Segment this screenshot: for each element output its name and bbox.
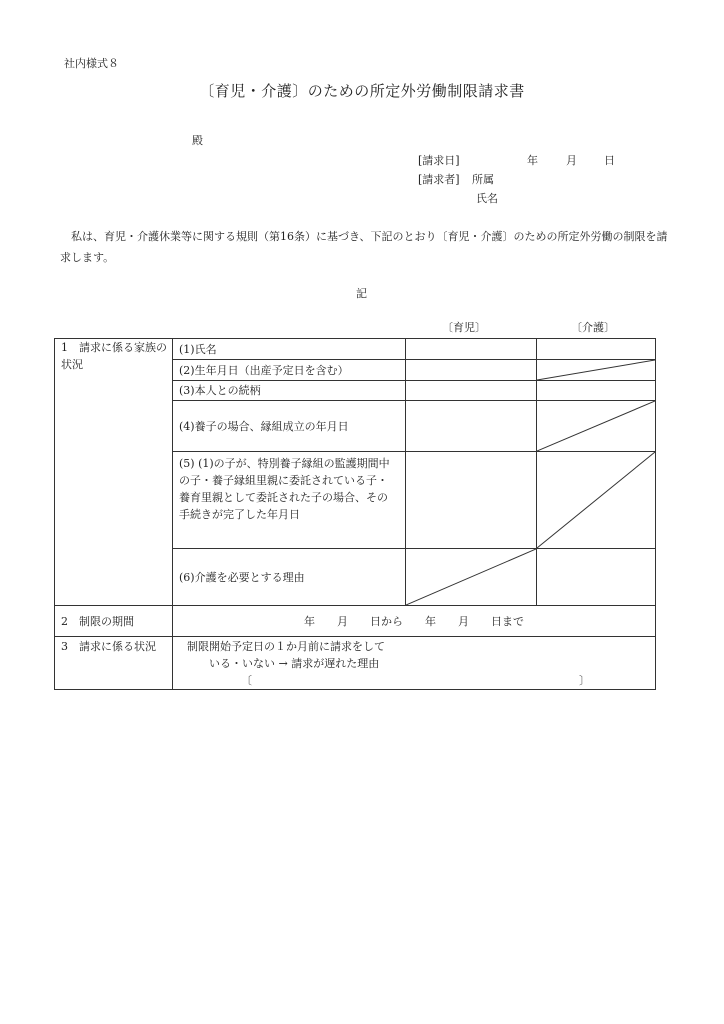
cell-kaigo-birthdate-struck (537, 360, 656, 381)
bracket-open: 〔 (241, 674, 252, 687)
request-status-line1: 制限開始予定日の１か月前に請求をして (187, 640, 385, 653)
cell-ikuji-relationship[interactable] (406, 381, 537, 401)
request-table (54, 338, 656, 690)
date-day-label: 日 (604, 154, 615, 167)
section2-label: 2 制限の期間 (55, 606, 173, 637)
column-header-ikuji: 〔育児〕 (442, 321, 486, 334)
cell-kaigo-name[interactable] (537, 339, 656, 360)
affiliation-label: 所属 (472, 173, 494, 186)
table-row (55, 339, 656, 360)
cell-kaigo-relationship[interactable] (537, 381, 656, 401)
row-birthdate-label: (2)生年月日（出産予定日を含む） (173, 360, 406, 381)
request-date-label: [請求日] (418, 154, 460, 167)
diagonal-line (537, 452, 655, 548)
date-year-label: 年 (527, 154, 538, 167)
diagonal-line (537, 360, 655, 380)
diagonal-line (537, 401, 655, 451)
column-header-kaigo: 〔介護〕 (571, 321, 615, 334)
section1-label: 1 請求に係る家族の状況 (55, 339, 173, 606)
cell-kaigo-adoption-struck (537, 401, 656, 452)
bracket-close: 〕 (579, 674, 590, 687)
section3-label: 3 請求に係る状況 (55, 637, 173, 690)
diagonal-line (406, 549, 536, 605)
table-row (55, 637, 656, 690)
cell-kaigo-special-adoption-struck (537, 452, 656, 549)
row-name-label: (1)氏名 (173, 339, 406, 360)
request-status-cell[interactable] (173, 637, 656, 690)
document-title: 〔育児・介護〕のための所定外労働制限請求書 (199, 82, 525, 100)
restriction-period-field[interactable]: 年 月 日から 年 月 日まで (173, 606, 656, 637)
name-label: 氏名 (476, 192, 498, 205)
request-status-line2: いる・いない → 請求が遅れた理由 (209, 657, 380, 670)
row-relationship-label: (3)本人との続柄 (173, 381, 406, 401)
row-adoption-date-label: (4)養子の場合、縁組成立の年月日 (173, 401, 406, 452)
table-row (55, 606, 656, 637)
date-month-label: 月 (566, 154, 577, 167)
request-statement: 私は、育児・介護休業等に関する規則（第16条）に基づき、下記のとおり〔育児・介護〕のための所定外労働の制限を請求します。 (60, 230, 668, 264)
ki-heading: 記 (356, 287, 367, 300)
addressee-suffix: 殿 (192, 134, 203, 147)
form-number: 社内様式８ (64, 57, 119, 70)
cell-ikuji-care-reason-struck (406, 549, 537, 606)
cell-ikuji-birthdate[interactable] (406, 360, 537, 381)
row-care-reason-label: (6)介護を必要とする理由 (173, 549, 406, 606)
cell-ikuji-adoption-date[interactable] (406, 401, 537, 452)
row-special-adoption-label: (5) (1)の子が、特別養子縁組の監護期間中の子・養子縁組里親に委託されている子・養育里親として委託された子の場合、その手続きが完了した年月日 (173, 452, 406, 549)
delay-reason-bracket[interactable] (187, 672, 651, 689)
cell-kaigo-care-reason[interactable] (537, 549, 656, 606)
cell-ikuji-name[interactable] (406, 339, 537, 360)
cell-ikuji-special-adoption[interactable] (406, 452, 537, 549)
requester-label: [請求者] (418, 173, 460, 186)
